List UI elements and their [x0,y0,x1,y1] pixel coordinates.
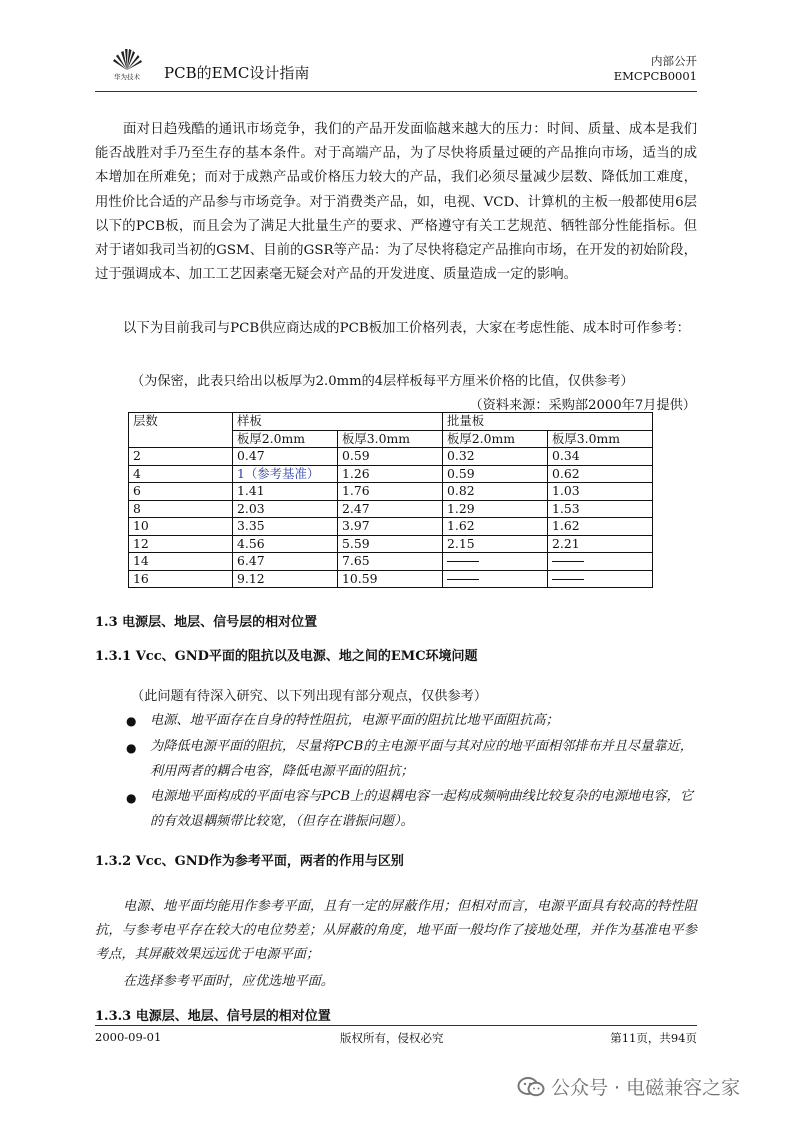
cell-sample-20: 0.47 [233,448,338,466]
cell-sample-30: 5.59 [338,535,443,553]
cell-batch-20: 0.59 [443,465,548,483]
table-row [129,500,653,518]
wechat-icon [517,1076,545,1098]
cell-batch-20 [443,553,548,571]
cell-batch-30 [548,570,653,588]
confidentiality-note: （为保密，此表只给出以板厚为2.0mm的4层样板每平方厘米价格的比值，仅供参考） [131,374,634,389]
cell-layer: 2 [129,448,233,466]
footer-divider [95,1025,697,1026]
header-sample: 样板 [233,413,443,431]
cell-layer: 6 [129,483,233,501]
classification-label: 内部公开 [651,54,697,68]
cell-layer: 14 [129,553,233,571]
bullet-item: 电源地平面构成的平面电容与PCB上的退耦电容一起构成频响曲线比较复杂的电源地电容，它的有效退耦频带比较宽，（但存在谐振问题）。 [150,789,693,829]
research-note: （此问题有待深入研究、以下列出现有部分观点，仅供参考） [131,689,488,704]
cell-sample-30: 10.59 [338,570,443,588]
wechat-watermark [517,1073,740,1103]
table-row [129,570,653,588]
section-heading-1-3-3: 1.3.3 电源层、地层、信号层的相对位置 [95,1009,331,1024]
cell-sample-20-reference: 1（参考基准） [233,465,338,483]
table-row [129,553,653,571]
cell-layer: 10 [129,518,233,536]
cell-batch-30 [548,553,653,571]
footer-date: 2000-09-01 [95,1030,162,1044]
cell-sample-20: 6.47 [233,553,338,571]
document-title: PCB的EMC设计指南 [164,64,310,82]
cell-layer: 4 [129,465,233,483]
cell-sample-30: 0.59 [338,448,443,466]
bullet-dot: ● [126,741,137,755]
cell-sample-20: 4.56 [233,535,338,553]
document-id: EMCPCB0001 [613,69,697,83]
cell-batch-20 [443,570,548,588]
cell-sample-20: 3.35 [233,518,338,536]
cell-sample-20: 9.12 [233,570,338,588]
cell-batch-20: 2.15 [443,535,548,553]
table-row [129,465,653,483]
cell-batch-20: 1.62 [443,518,548,536]
header-layer: 层数 [129,413,233,448]
cell-layer: 16 [129,570,233,588]
bullet-dot: ● [126,714,137,728]
table-row [129,483,653,501]
subheader-sample-30: 板厚3.0mm [338,430,443,448]
cell-sample-30: 2.47 [338,500,443,518]
cell-sample-30: 7.65 [338,553,443,571]
bullet-item: 电源、地平面存在自身的特性阻抗，电源平面的阻抗比地平面阻抗高； [150,713,559,728]
dash-mark [447,579,479,580]
section-heading-1-3-2: 1.3.2 Vcc、GND作为参考平面，两者的作用与区别 [95,854,404,869]
bullet-dot: ● [126,791,137,805]
reference-plane-conclusion: 在选择参考平面时，应优选地平面。 [123,974,334,989]
table-header-row [129,413,653,431]
header-divider [95,91,697,92]
cell-batch-30: 1.53 [548,500,653,518]
pcb-price-table [128,412,653,588]
cell-batch-20: 0.82 [443,483,548,501]
price-list-intro: 以下为目前我司与PCB供应商达成的PCB板加工价格列表，大家在考虑性能、成本时可作参考： [123,321,691,336]
dash-mark [552,579,584,580]
subheader-sample-20: 板厚2.0mm [233,430,338,448]
cell-batch-30: 1.62 [548,518,653,536]
dash-mark [552,561,584,562]
cell-batch-20: 0.32 [443,448,548,466]
cell-sample-20: 1.41 [233,483,338,501]
dash-mark [447,561,479,562]
footer-page-number: 第11页，共94页 [610,1031,697,1045]
cell-batch-20: 1.29 [443,500,548,518]
header-batch: 批量板 [443,413,653,431]
table-row [129,518,653,536]
table-row [129,448,653,466]
source-note: （资料来源：采购部2000年7月提供） [469,398,696,413]
table-row [129,535,653,553]
cell-layer: 8 [129,500,233,518]
watermark-text: 公众号 · 电磁兼容之家 [551,1077,741,1099]
cell-sample-30: 1.26 [338,465,443,483]
cell-sample-20: 2.03 [233,500,338,518]
cell-batch-30: 1.03 [548,483,653,501]
cell-sample-30: 3.97 [338,518,443,536]
section-heading-1-3-1: 1.3.1 Vcc、GND平面的阻抗以及电源、地之间的EMC环境问题 [95,649,478,664]
company-logo [104,46,150,80]
footer-copyright: 版权所有，侵权必究 [340,1031,444,1045]
cell-layer: 12 [129,535,233,553]
section-heading-1-3: 1.3 电源层、地层、信号层的相对位置 [95,615,318,630]
header-meta [614,54,697,84]
subheader-batch-30: 板厚3.0mm [548,430,653,448]
cell-batch-30: 2.21 [548,535,653,553]
cell-sample-30: 1.76 [338,483,443,501]
logo-text: 华为技术 [114,73,140,80]
cell-batch-30: 0.62 [548,465,653,483]
reference-plane-paragraph: 电源、地平面均能用作参考平面，且有一定的屏蔽作用；但相对而言，电源平面具有较高的特性阻抗，与参考电平存在较大的电位势差；从屏蔽的角度，地平面一般均作了接地处理，并作为基准电平参考点，其屏蔽效果远远优于电源平面； [95,899,697,963]
subheader-batch-20: 板厚2.0mm [443,430,548,448]
bullet-item: 为降低电源平面的阻抗，尽量将PCB的主电源平面与其对应的地平面相邻排布并且尽量靠近，利用两者的耦合电容，降低电源平面的阻抗； [150,739,693,779]
intro-paragraph: 面对日趋残酷的通讯市场竞争，我们的产品开发面临越来越大的压力：时间、质量、成本是我们能否战胜对手乃至生存的基本条件。对于高端产品，为了尽快将质量过硬的产品推向市场，适当的成本增加在所难免；而对于成熟产品或价格压力较大的产品，我们必须尽量减少层数、降低加工难度，用性价比合适的产品参与市场竞争。对于消费类产品，如，电视、VCD、计算机的主板一般都使用6层以下的PCB板，而且会为了满足大批量生产的要求、严格遵守有关工艺规范、牺牲部分性能指标。但对于诸如我司当初的GSM、目前的GSR等产品：为了尽快将稳定产品推向市场，在开发的初始阶段，过于强调成本、加工工艺因素毫无疑会对产品的开发进度、质量造成一定的影响。 [95,122,697,283]
cell-batch-30: 0.34 [548,448,653,466]
